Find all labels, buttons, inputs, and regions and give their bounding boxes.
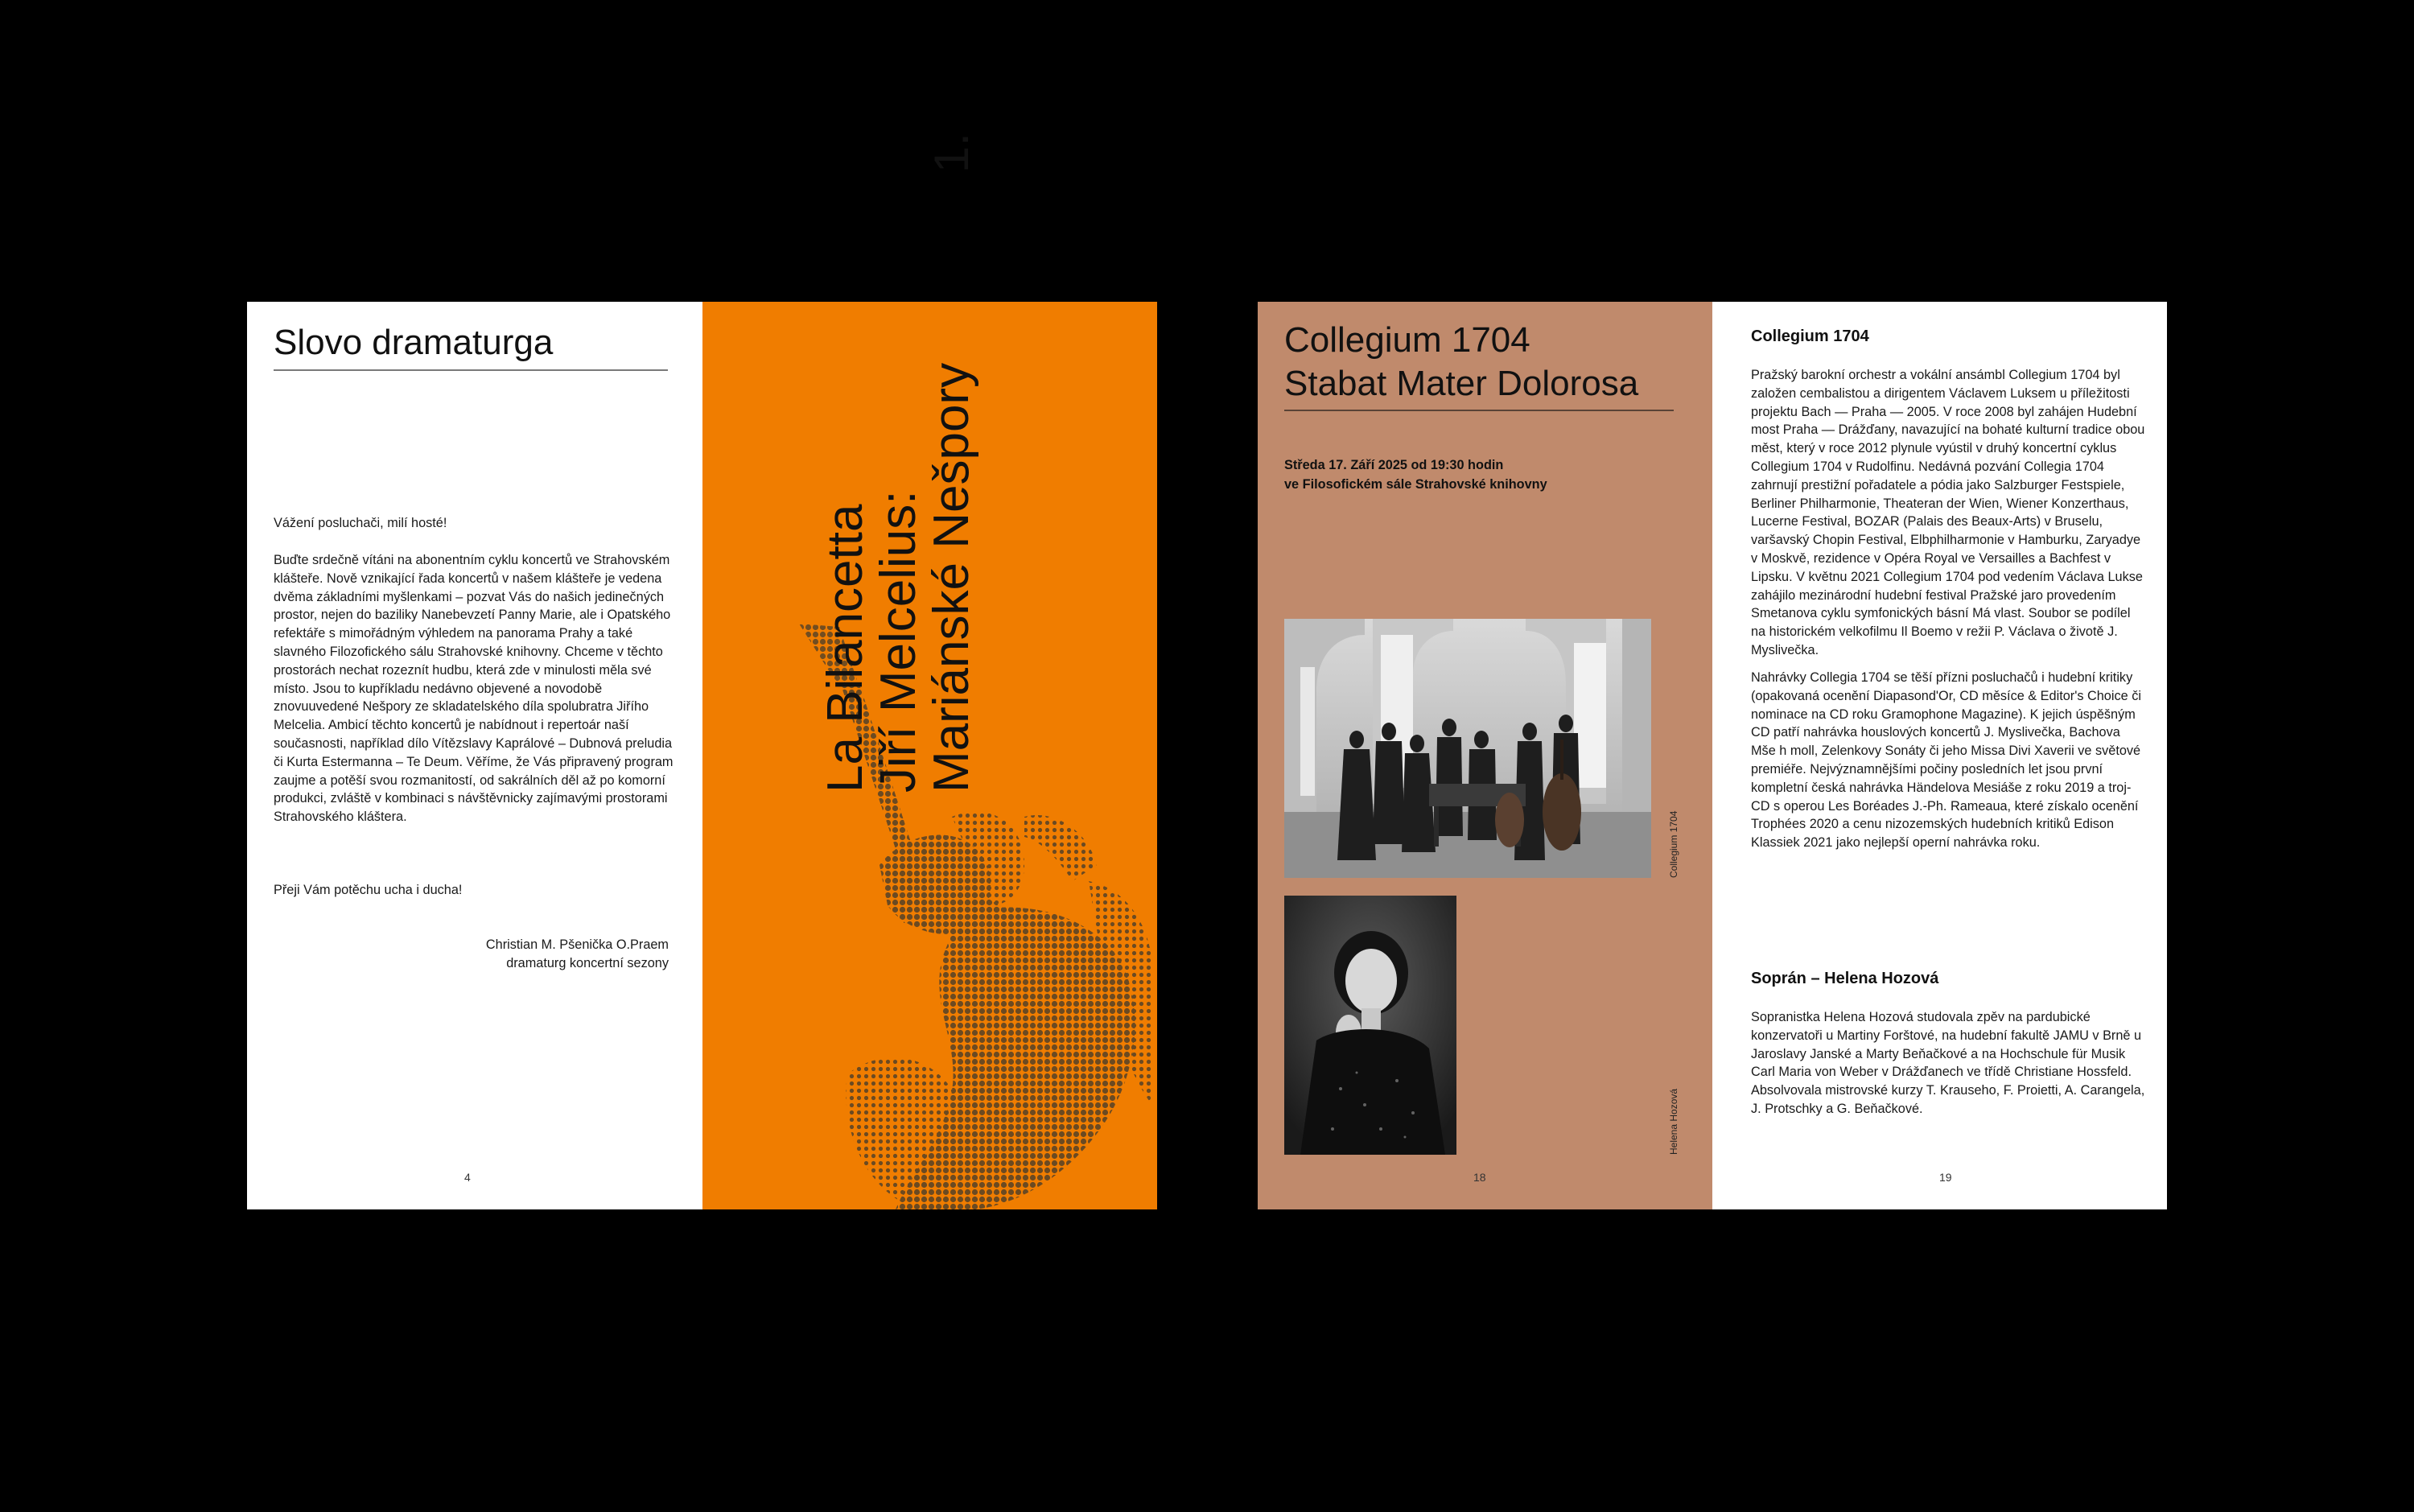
page-4	[247, 302, 702, 1209]
concert-title-vertical	[819, 133, 978, 793]
ensemble-photo-graphic	[1284, 619, 1651, 878]
soprano-portrait-graphic	[1284, 896, 1456, 1155]
signature-role: dramaturg koncertní sezony	[506, 955, 669, 970]
concert-date: Středa 17. Září 2025 od 19:30 hodin	[1284, 458, 1504, 472]
composer-name: Jiří Melcelius:	[871, 490, 926, 793]
ensemble-bio-paragraph-2: Nahrávky Collegia 1704 se těší přízni posluchačů i hudební kritiky (opakovaná ocenění Diapasond'Or, CD měsíce & Editor's Choice či nominace na CD roku Gramophone Magazine). K jejich úspěšným CD patří nahrávka houslových koncertů J. Myslivečka, Bachova Mše h moll, Zelenkovy Sonáty či jeho Missa Divi Xaverii ve světové premiéře. Nejvýznamnějšími počiny posledních let jsou první kompletní česká nahrávka Händelova Mesiáše z roku 2019 a troj-CD s operou Les Boréades J.-Ph. Rameaua, které získalo ocenění Trophées 2020 a cenu nizozemských hudebních kritiků Edison Klassiek 2021 jako nejlepší operní nahrávka roku.	[1751, 670, 2141, 851]
soprano-portrait	[1284, 896, 1456, 1155]
title-rule	[1284, 410, 1674, 411]
page-title: Slovo dramaturga	[274, 323, 554, 362]
closing-line: Přeji Vám potěchu ucha i ducha!	[274, 883, 463, 897]
page-number: 18	[1473, 1171, 1486, 1184]
orange-program-page	[702, 133, 1157, 1209]
soprano-portrait-caption: Helena Hozová	[1668, 1088, 1679, 1155]
signature	[486, 936, 669, 973]
soprano-bio-paragraph: Sopranistka Helena Hozová studovala zpěv na pardubické konzervatoři u Martiny Forštové, na hudební fakultě JAMU v Brně u Jaroslavy Janské a Marty Beňačkové a na Hochschule für Musik Carl Maria von Weber v Drážďanech ve třídě Christiane Hossfeld. Absolvovala mistrovské kurzy T. Krauseho, F. Proietti, A. Carangela, J. Protschky a G. Beňačkové.	[1751, 1010, 2145, 1116]
signature-name: Christian M. Pšenička O.Praem	[485, 937, 669, 952]
ensemble-name: La Bilancetta	[818, 504, 873, 793]
concert-number: 1.	[925, 133, 978, 174]
concert-title-line-1: Collegium 1704	[1284, 320, 1530, 360]
dramaturg-paragraph: Buďte srdečně vítáni na abonentním cyklu koncertů ve Strahovském klášteře. Nově vznikající řada koncertů v našem klášteře je vedena dvěma základními myšlenkami – pozvat Vás do našich jedinečných prostor, nejen do baziliky Nanebevzetí Panny Marie, ale i Opatského refektáře s mimořádným výhledem na panorama Prahy a také slavného Filozofického sálu Strahovské knihovny. Chceme v těchto prostorách nechat rozeznít hudbu, která zde v minulosti měla své místo. Jsou to kupříkladu nedávno objevené a novodobě znovuuvedené Nešpory ze skladatelského díla spolubratra Jiřího Melcelia. Ambicí těchto koncertů je nabídnout i repertoár naší současnosti, například dílo Vítězslavy Kaprálové – Dubnová preludia či Kurta Estermanna – Te Deum. Věříme, že Vás připravený program zaujme a potěší svou rozmanitostí, od sakrálních děl až po komorní produkci, zvláště v kombinaci s návštěvnicky zajímavými prostorami Strahovského kláštera.	[274, 553, 674, 825]
soprano-heading: Soprán – Helena Hozová	[1751, 970, 1939, 987]
page-number: 19	[1939, 1171, 1952, 1184]
ensemble-photo	[1284, 619, 1651, 878]
ensemble-photo-caption: Collegium 1704	[1668, 810, 1679, 878]
title-rule	[274, 369, 668, 371]
concert-date-venue	[1284, 455, 1547, 494]
ensemble-heading: Collegium 1704	[1751, 328, 1869, 345]
concert-title	[1284, 319, 1638, 406]
page-19	[1712, 302, 2167, 1209]
greeting: Vážení posluchači, milí hosté!	[274, 516, 447, 530]
ensemble-bio-paragraph-1: Pražský barokní orchestr a vokální ansámbl Collegium 1704 byl založen cembalistou a dirigentem Václavem Luksem u příležitosti projektu Bach — Praha — 2005. V roce 2008 byl zahájen Hudební most Praha — Drážďany, navazující na bohaté kulturní tradice obou měst, který v roce 2012 plynule vyústil v druhý koncertní cyklus Collegium 1704 v Rudolfinu. Nedávná pozvání Collegia 1704 zahrnují prestižní pořadatele a pódia jako Salzburger Festspiele, Berliner Philharmonie, Theateran der Wien, Wiener Konzerthaus, Lucerne Festival, BOZAR (Palais des Beaux-Arts) v Bruselu, varšavský Chopin Festival, Elbphilharmonie v Hamburku, Zaryadye v Moskvě, rezidence v Opéra Royal ve Versailles a Bachfest v Lipsku. V květnu 2021 Collegium 1704 pod vedením Václava Lukse zahájilo mezinárodní hudební festival Pražské jaro provedením Smetanova cyklu symfonických básní Má vlast. Soubor se podílel na historickém velkofilmu Il Boemo v režii P. Václava o životě J. Myslivečka.	[1751, 368, 2145, 657]
concert-title-line-2: Stabat Mater Dolorosa	[1284, 364, 1639, 403]
concert-venue: ve Filosofickém sále Strahovské knihovny	[1284, 477, 1547, 492]
page-number: 4	[464, 1171, 471, 1184]
page-18	[1258, 302, 1712, 1209]
work-title: Mariánské Nešpory	[924, 362, 979, 793]
